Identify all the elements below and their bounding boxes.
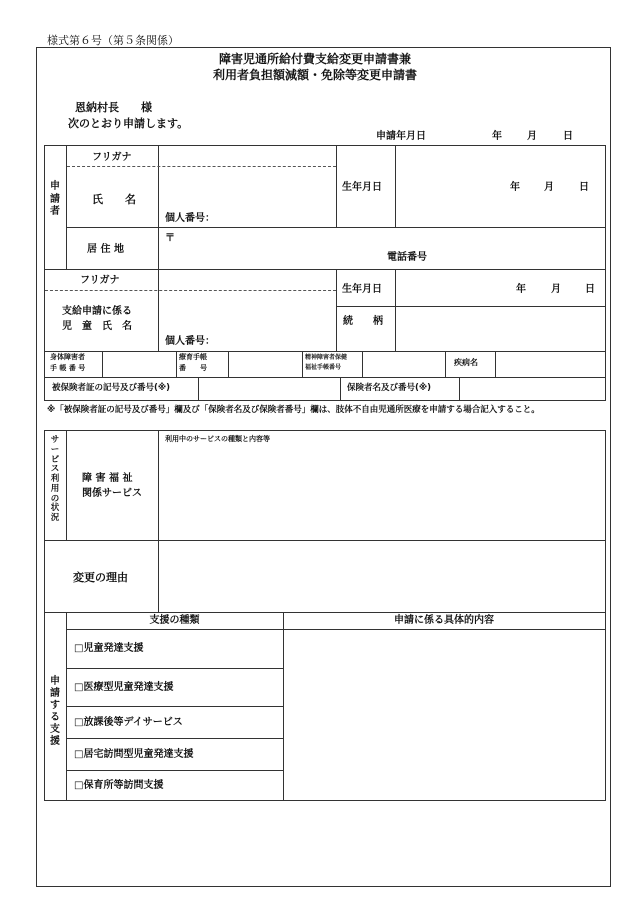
child-name-label-1: 支給申請に係る xyxy=(62,306,132,317)
applicant-individual-number-label: 個人番号： xyxy=(165,213,215,224)
child-dob-month: 月 xyxy=(551,284,561,295)
rehab-handbook-label-1: 療育手帳 xyxy=(179,353,207,361)
insurer-number-field[interactable] xyxy=(461,378,604,399)
support-option-after-school-day-service[interactable]: □放課後等デイサービス xyxy=(74,717,183,728)
child-dob-label: 生年月日 xyxy=(342,284,382,295)
insurance-note: ※「被保険者証の記号及び番号」欄及び「保険者名及び保険者番号」欄は、肢体不自由児通所医療を申請する場合記入すること。 xyxy=(47,405,540,415)
physical-handbook-field[interactable] xyxy=(104,352,175,376)
change-reason-label: 変更の理由 xyxy=(73,571,128,584)
insured-number-field[interactable] xyxy=(200,378,339,399)
applicant-phone-label: 電話番号 xyxy=(387,252,427,263)
applicant-name-label: 氏 名 xyxy=(92,193,136,206)
applicant-address-label: 居 住 地 xyxy=(87,244,124,255)
addressee: 恩納村長 様 xyxy=(75,101,152,114)
child-dob-field[interactable] xyxy=(397,270,604,305)
title-line-1: 障害児通所給付費支給変更申請書兼 xyxy=(218,52,411,66)
title-line-2: 利用者負担額減額・免除等変更申請書 xyxy=(212,68,417,82)
applicant-dob-day: 日 xyxy=(579,182,589,193)
child-name-field[interactable] xyxy=(160,292,335,332)
form-id: 様式第６号（第５条関係） xyxy=(47,34,179,47)
child-individual-number-label: 個人番号： xyxy=(165,336,215,347)
applicant-dob-year: 年 xyxy=(510,182,520,193)
physical-handbook-label-2: 手 帳 番 号 xyxy=(50,364,86,372)
child-relationship-label: 続 柄 xyxy=(343,316,383,327)
support-type-header: 支援の種類 xyxy=(149,615,200,626)
mental-handbook-label-1: 精神障害者保健 xyxy=(305,354,348,361)
welfare-service-label-1: 障 害 福 祉 xyxy=(82,473,133,484)
rehab-handbook-label-2: 番 号 xyxy=(179,364,207,372)
disease-field[interactable] xyxy=(497,352,604,376)
applicant-dob-month: 月 xyxy=(544,182,554,193)
applicant-address-field[interactable] xyxy=(160,229,604,267)
service-content-hint: 利用中のサービスの種類と内容等 xyxy=(165,435,270,443)
child-furigana-field[interactable] xyxy=(160,270,335,289)
support-option-child-development[interactable]: □児童発達支援 xyxy=(74,643,144,654)
child-dob-day: 日 xyxy=(585,284,595,295)
application-date-year: 年 xyxy=(492,131,502,142)
support-option-medical-child-development[interactable]: □医療型児童発達支援 xyxy=(74,682,174,693)
applicant-furigana-field[interactable] xyxy=(160,146,335,165)
mental-handbook-field[interactable] xyxy=(364,352,444,376)
service-status-section-label: サービス利用の状況 xyxy=(50,435,60,524)
insurer-number-label: 保険者名及び番号(※) xyxy=(347,383,432,393)
applicant-section-label: 申請者 xyxy=(50,181,60,217)
child-name-label-2: 児 童 氏 名 xyxy=(62,321,132,332)
welfare-service-label-2: 関係サービス xyxy=(82,488,142,499)
application-date-label: 申請年月日 xyxy=(376,131,426,142)
applicant-furigana-label: フリガナ xyxy=(92,152,132,163)
physical-handbook-label-1: 身体障害者 xyxy=(50,353,85,361)
child-furigana-label: フリガナ xyxy=(80,275,120,286)
application-date-day: 日 xyxy=(563,131,573,142)
mental-handbook-label-2: 福祉手帳番号 xyxy=(305,364,342,371)
support-detail-field[interactable] xyxy=(285,631,604,799)
disease-label: 疾病名 xyxy=(454,358,478,367)
child-dob-year: 年 xyxy=(516,284,526,295)
applicant-name-field[interactable] xyxy=(160,168,335,208)
support-option-nursery-visit-support[interactable]: □保育所等訪問支援 xyxy=(74,780,164,791)
support-detail-header: 申請に係る具体的内容 xyxy=(394,615,494,626)
child-relationship-field[interactable] xyxy=(397,308,604,350)
support-section-label: 申請する支援 xyxy=(50,676,60,747)
applicant-dob-label: 生年月日 xyxy=(342,182,382,193)
application-date-month: 月 xyxy=(527,131,537,142)
service-content-field[interactable] xyxy=(160,446,604,538)
intro-text: 次のとおり申請します。 xyxy=(68,117,189,130)
postal-mark: 〒 xyxy=(165,233,175,244)
insured-number-label: 被保険者証の記号及び番号(※) xyxy=(52,383,171,393)
support-option-home-visit-child-development[interactable]: □居宅訪問型児童発達支援 xyxy=(74,749,194,760)
change-reason-field[interactable] xyxy=(160,542,604,610)
applicant-dob-field[interactable] xyxy=(397,146,604,226)
rehab-handbook-field[interactable] xyxy=(230,352,301,376)
